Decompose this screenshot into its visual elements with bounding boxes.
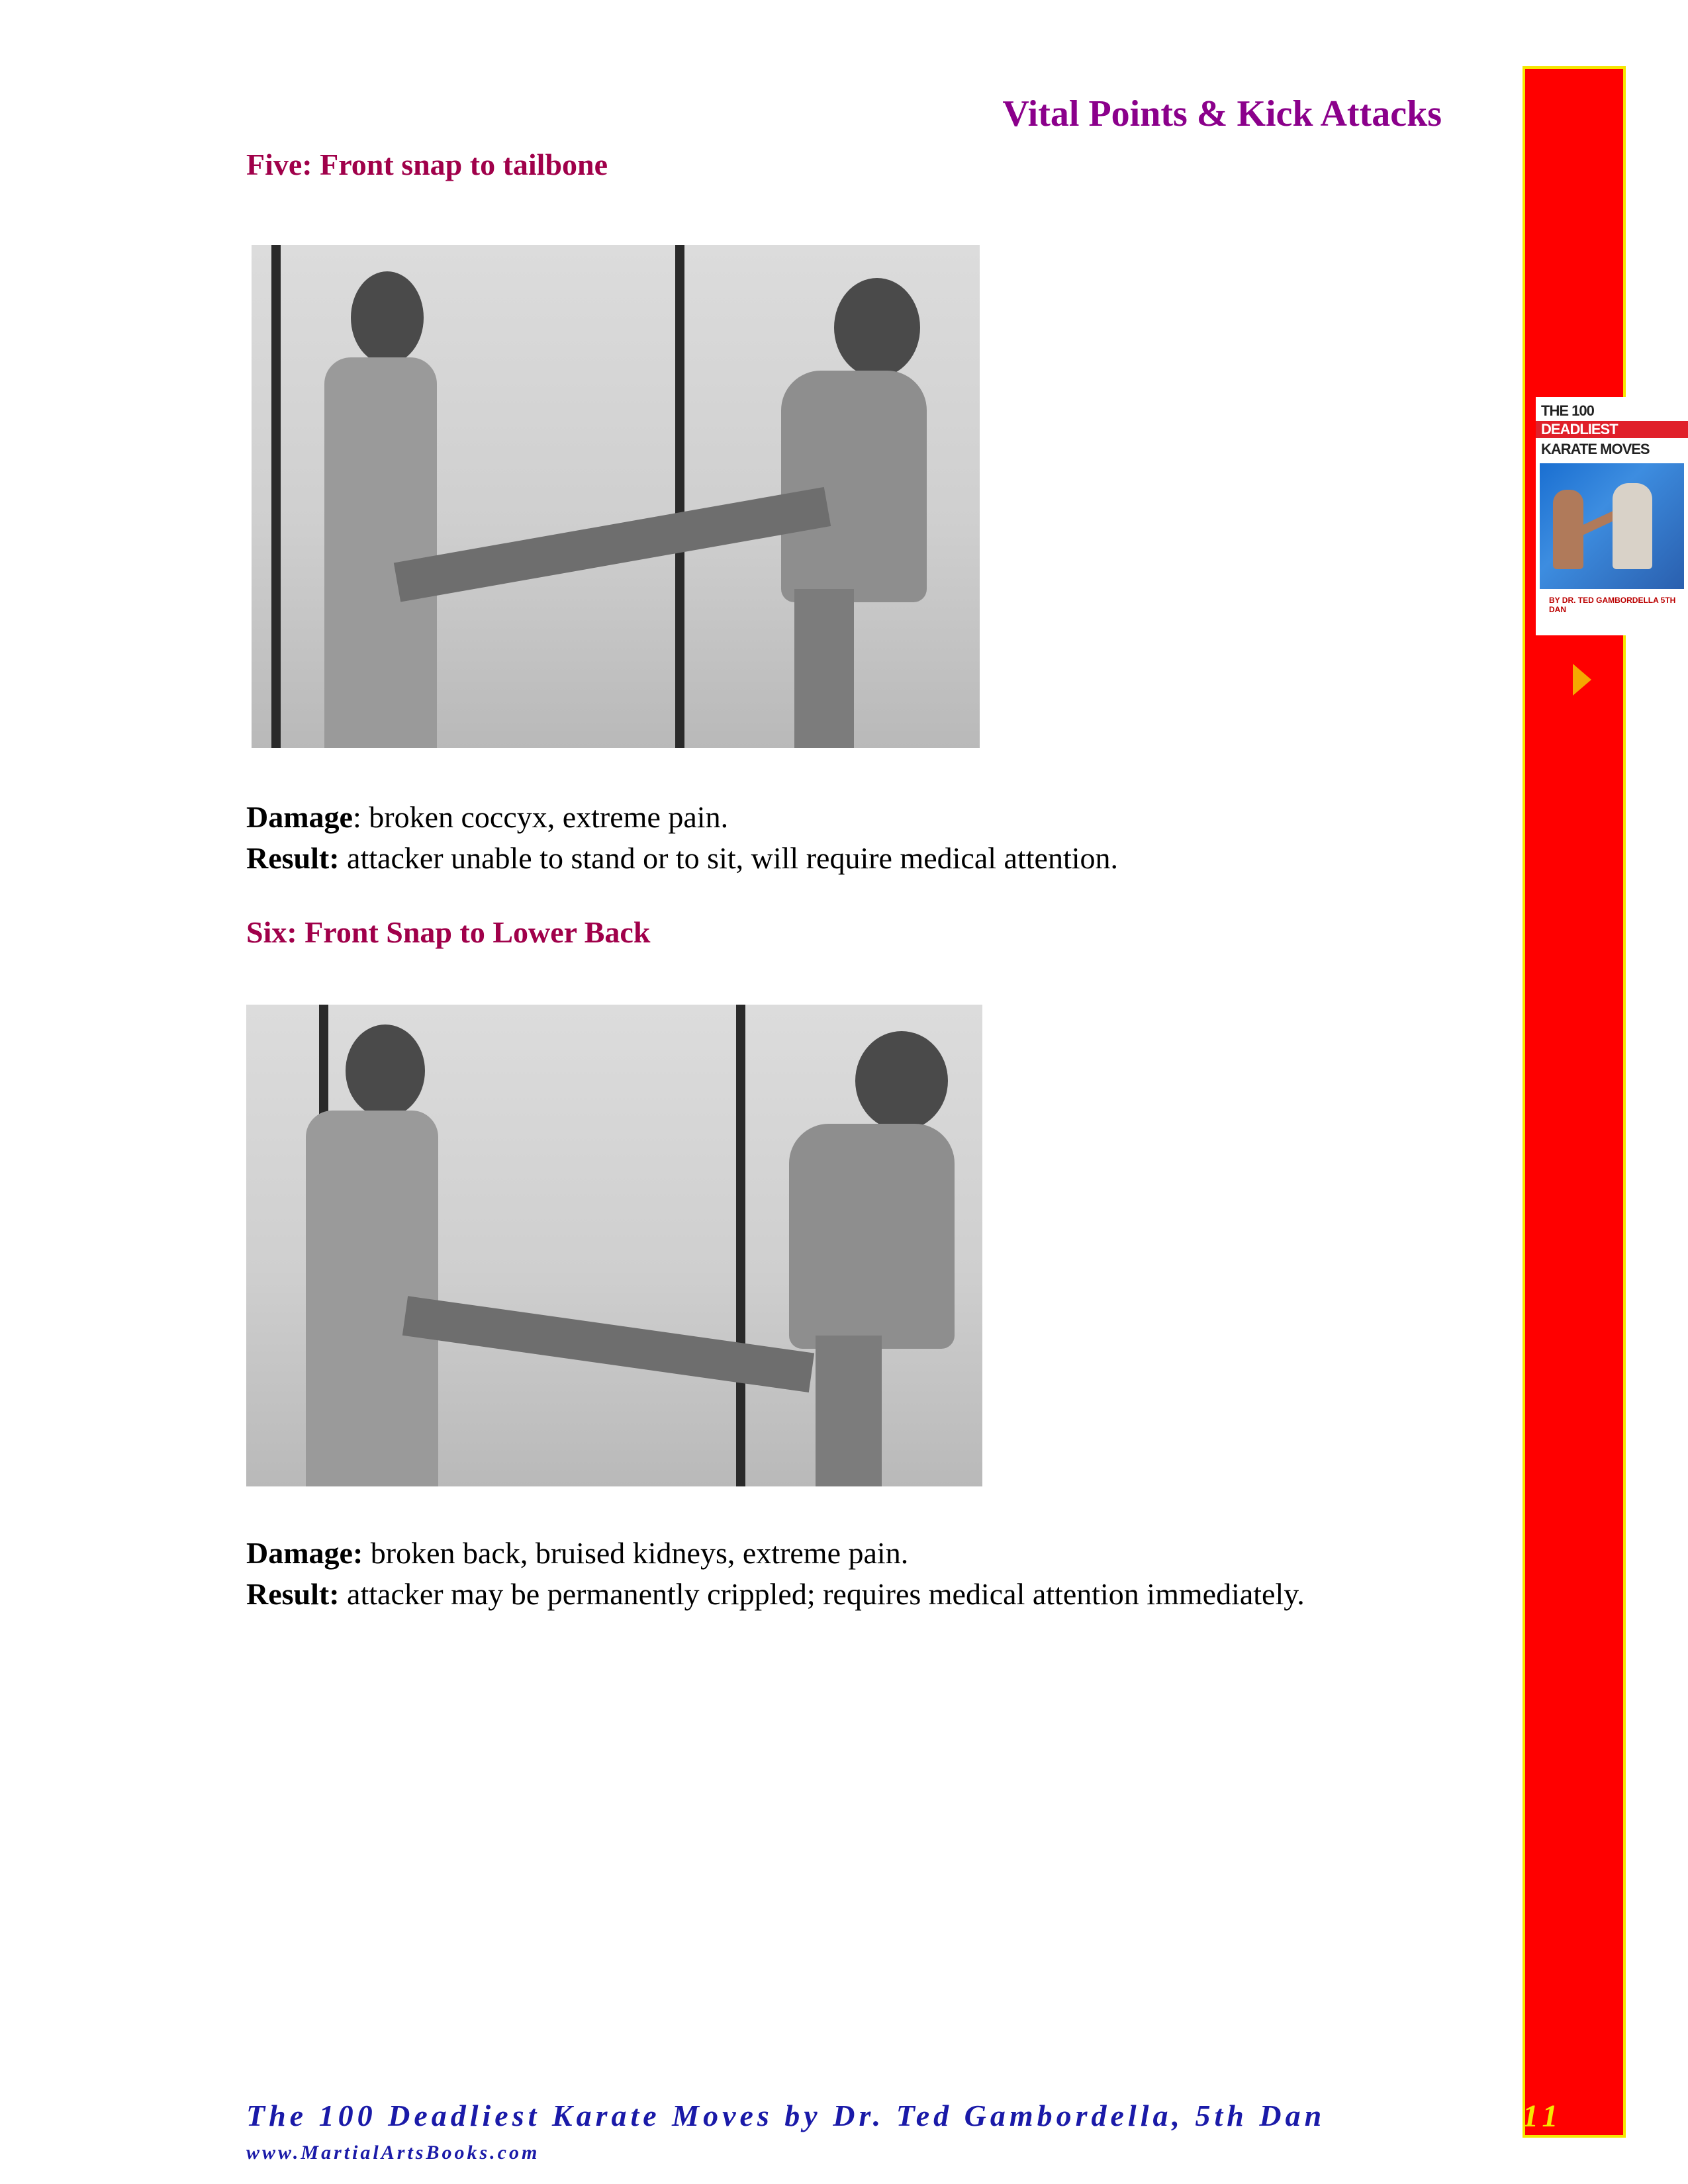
page-number: 11: [1523, 2099, 1564, 2134]
damage-text: broken back, bruised kidneys, extreme pain.: [363, 1536, 909, 1570]
cover-author: BY DR. TED GAMBORDELLA 5TH DAN: [1549, 596, 1676, 614]
section-title-five: Five: Front snap to tailbone: [246, 148, 608, 181]
result-line-five: [246, 838, 1118, 879]
attacker-body: [789, 1124, 955, 1349]
attacker-body: [781, 371, 927, 602]
attacker-kicking-leg: [394, 487, 831, 602]
chapter-title: Vital Points & Kick Attacks: [1002, 93, 1442, 134]
photo-pole: [736, 1005, 745, 1486]
photo-front-snap-tailbone: [252, 245, 980, 748]
damage-label: Damage:: [246, 1536, 363, 1570]
sidebar-band: [1523, 66, 1626, 2138]
result-label: Result:: [246, 841, 340, 875]
damage-label: Damage: [246, 800, 353, 834]
defender-head: [351, 271, 424, 364]
attacker-head: [855, 1031, 948, 1130]
result-text: attacker unable to stand or to sit, will require medical attention.: [339, 841, 1119, 875]
cover-title-line2: DEADLIEST: [1536, 421, 1688, 438]
book-cover-thumbnail[interactable]: [1536, 397, 1688, 635]
cover-fighter-left: [1553, 490, 1583, 569]
result-line-six: [246, 1574, 1305, 1615]
result-text: attacker may be permanently crippled; requires medical attention immediately.: [339, 1577, 1305, 1611]
cover-title-line3: KARATE MOVES: [1541, 441, 1650, 457]
section-title-six: Six: Front Snap to Lower Back: [246, 915, 651, 949]
attacker-standing-leg: [816, 1336, 882, 1486]
photo-pole: [271, 245, 281, 748]
result-label: Result:: [246, 1577, 340, 1611]
damage-line-six: [246, 1533, 908, 1574]
triangle-right-icon[interactable]: [1573, 664, 1591, 696]
damage-text: : broken coccyx, extreme pain.: [352, 800, 729, 834]
defender-body: [324, 357, 437, 748]
attacker-head: [834, 278, 920, 377]
photo-front-snap-lower-back: [246, 1005, 982, 1486]
attacker-standing-leg: [794, 589, 854, 748]
cover-photo: [1540, 463, 1684, 589]
attacker-kicking-leg: [402, 1296, 814, 1392]
defender-head: [346, 1024, 425, 1117]
damage-line-five: [246, 797, 728, 838]
photo-pole: [675, 245, 684, 748]
footer-url-link[interactable]: www.MartialArtsBooks.com: [246, 2142, 540, 2163]
cover-title-line1: THE 100: [1541, 402, 1594, 419]
cover-fighter-right: [1613, 483, 1652, 569]
footer-book-title: The 100 Deadliest Karate Moves by Dr. Ted Gambordella, 5th Dan: [246, 2099, 1326, 2132]
